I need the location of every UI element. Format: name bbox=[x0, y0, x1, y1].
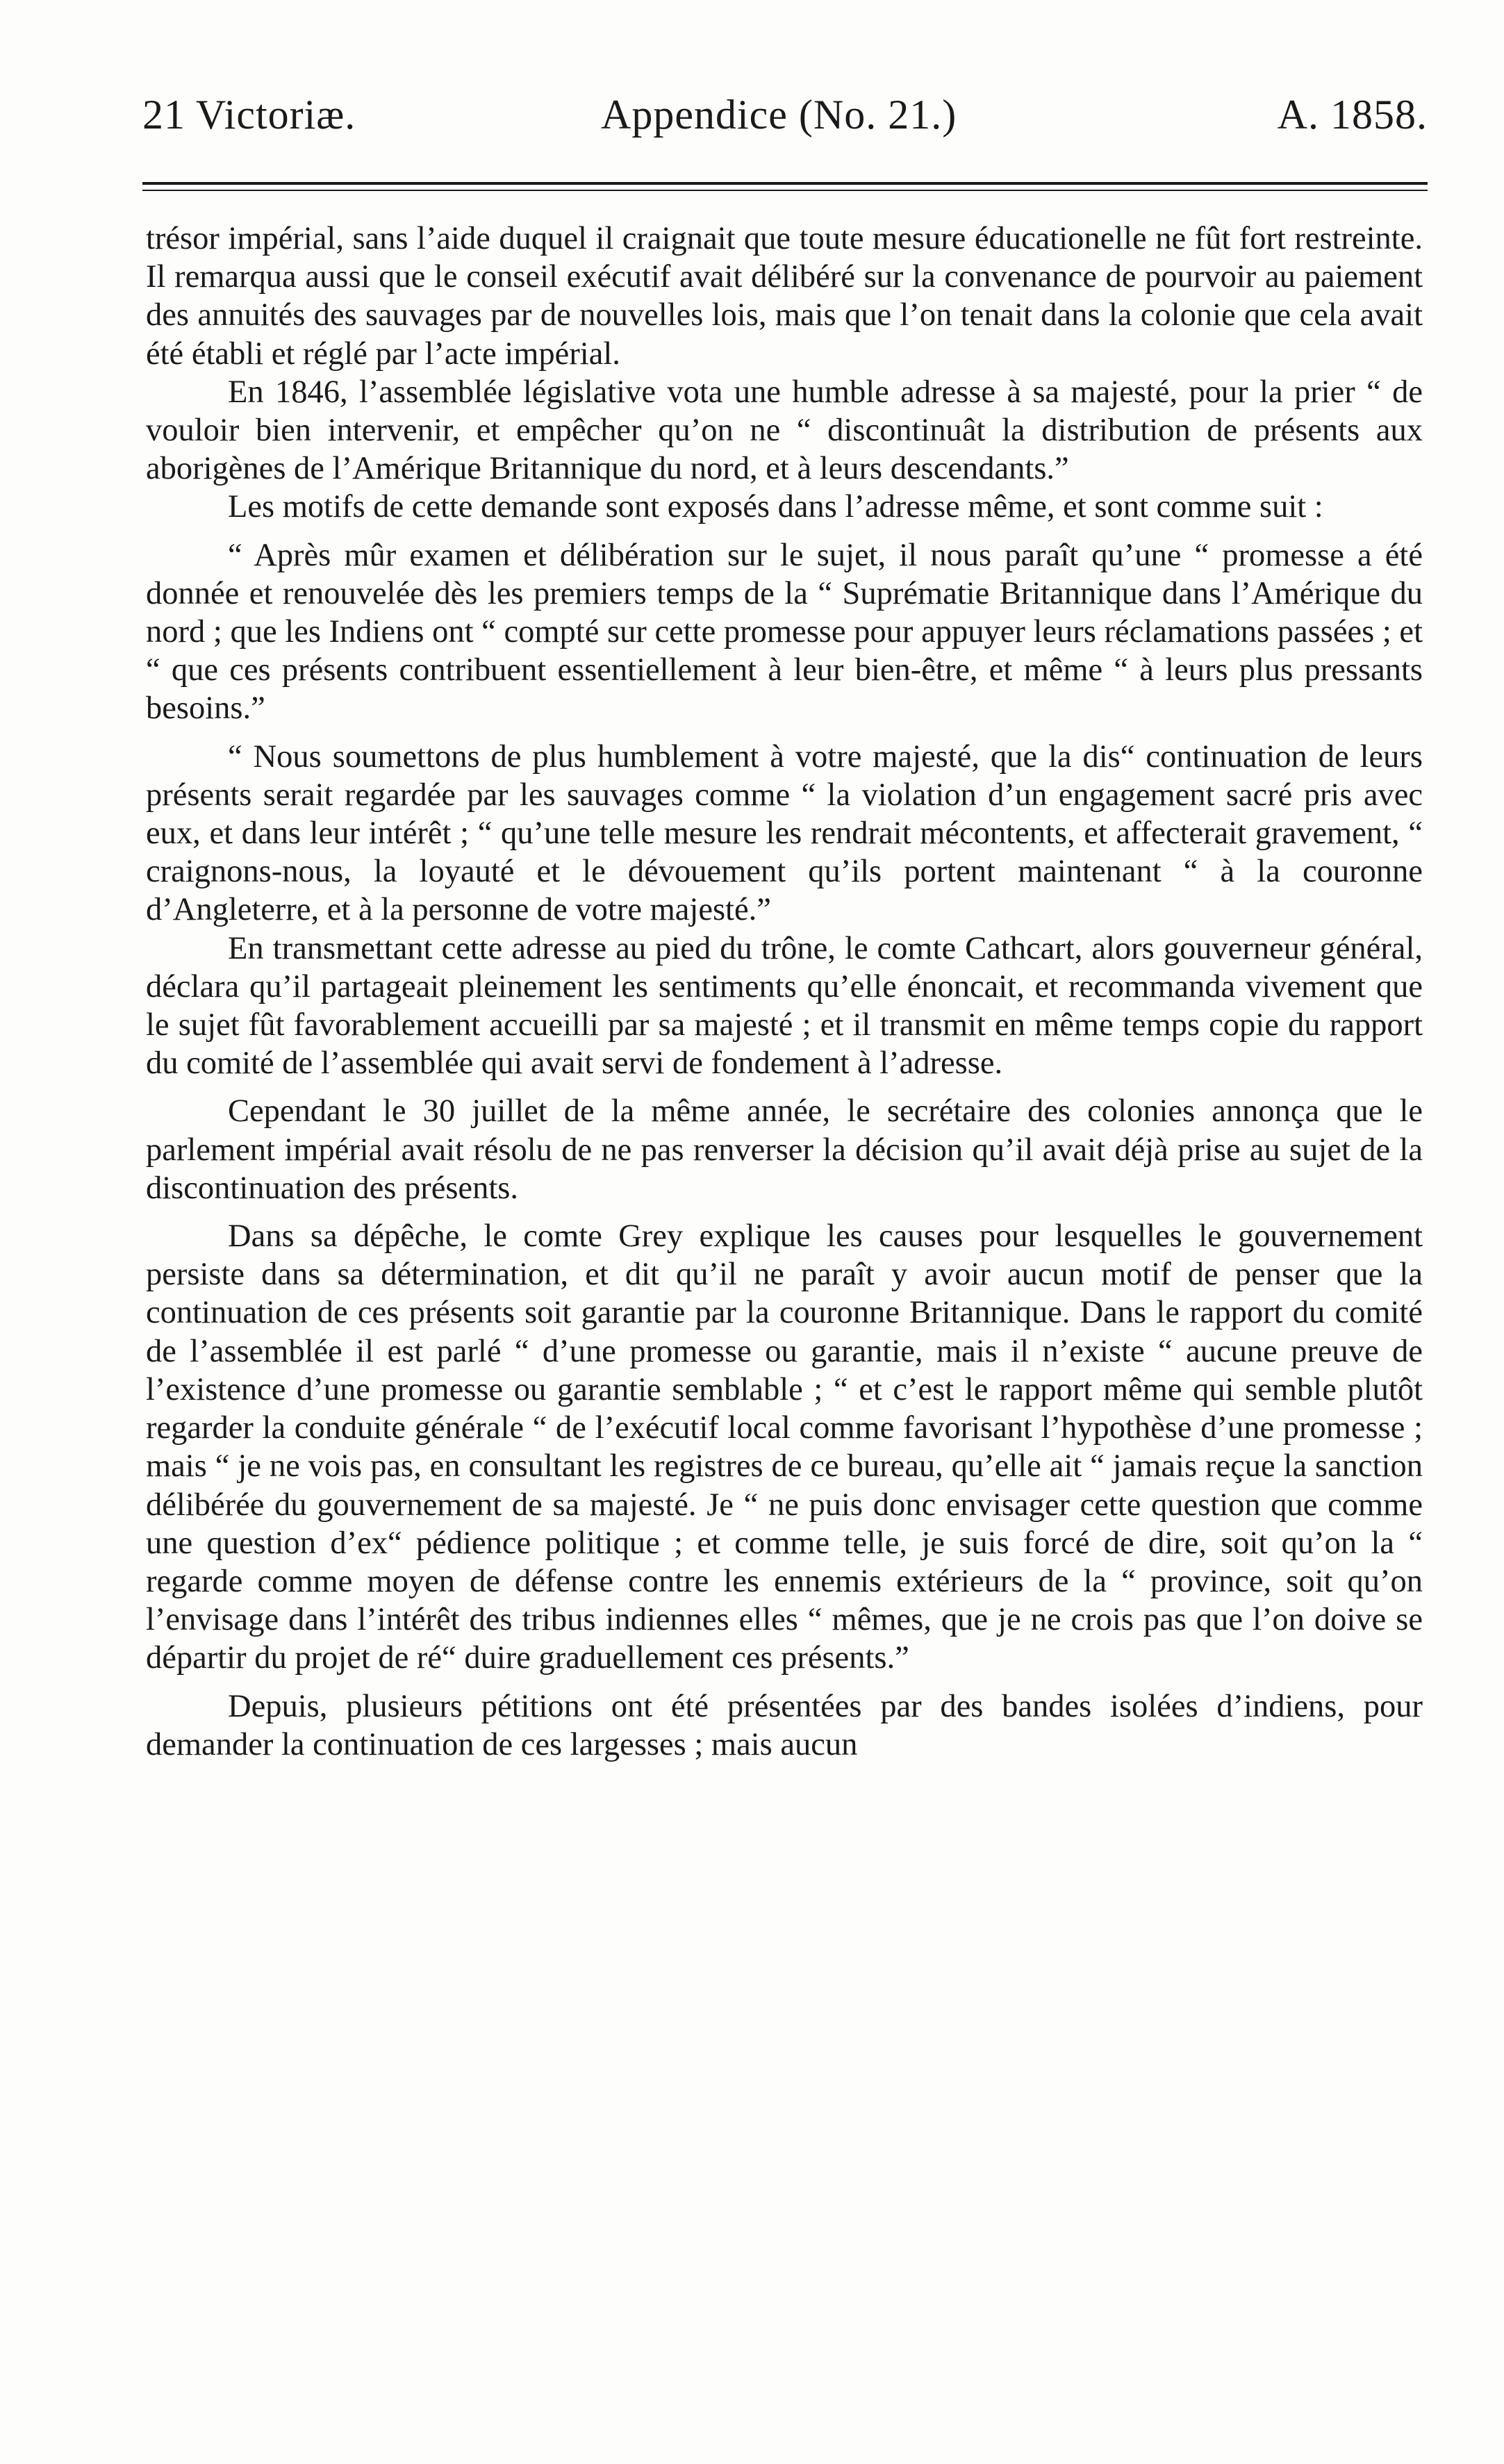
quote-paragraph-2: “ Nous soumettons de plus humblement à votre majesté, que la dis“ continuation de leurs présents serait regardée par les sauvages comme “ la violation d’un engagement sacré pris avec eux, et dans leur intérêt ; “ qu’une telle mesure les rendrait mécontents, et affecterait gravement, “ craignons-nous, la loyauté et le dévouement qu’ils portent maintenant “ à la couronne d’Angleterre, et à la personne de votre majesté.” bbox=[146, 738, 1423, 928]
header-rule-thick bbox=[142, 182, 1428, 185]
paragraph-continued: trésor impérial, sans l’aide duquel il craignait que toute mesure éducationelle ne fût fort restreinte. Il remarqua aussi que le conseil exécutif avait délibéré sur la convenance de pourvoir au paiement des annuités des sauvages par de nouvelles lois, mais que l’on tenait dans la colonie que cela avait été établi et réglé par l’acte impérial. bbox=[146, 221, 1423, 372]
paragraph-cathcart: En transmettant cette adresse au pied du trône, le comte Cathcart, alors gouverneur général, déclara qu’il partageait pleinement les sentiments qu’elle énoncait, et recommanda vivement que le sujet fût favorablement accueilli par sa majesté ; et il transmit en même temps copie du rapport du comité de l’assemblée qui avait servi de fondement à l’adresse. bbox=[146, 930, 1423, 1082]
body-text bbox=[146, 220, 1423, 1764]
paragraph-petitions: Depuis, plusieurs pétitions ont été présentées par des bandes isolées d’indiens, pour demander la continuation de ces largesses ; mais aucun bbox=[146, 1688, 1423, 1762]
paragraph-grey-despatch: Dans sa dépêche, le comte Grey explique les causes pour lesquelles le gouvernement persiste dans sa détermination, et dit qu’il ne paraît y avoir aucun motif de penser que la continuation de ces présents soit garantie par la couronne Britannique. Dans le rapport du comité de l’assemblée il est parlé “ d’une promesse ou garantie, mais il n’existe “ aucune preuve de l’existence d’une promesse ou garantie semblable ; “ et c’est le rapport même qui semble plutôt regarder la conduite générale “ de l’exécutif local comme favorisant l’hypothèse d’une promesse ; mais “ je ne vois pas, en consultant les registres de ce bureau, qu’elle ait “ jamais reçue la sanction délibérée du gouvernement de sa majesté. Je “ ne puis donc envisager cette question que comme une question d’ex“ pédience politique ; et comme telle, je suis forcé de dire, soit qu’on la “ regarde comme moyen de défense contre les ennemis extérieurs de la “ province, soit qu’on l’envisage dans l’intérêt des tribus indiennes elles “ mêmes, que je ne crois pas que l’on doive se départir du projet de ré“ duire graduellement ces présents.” bbox=[146, 1218, 1423, 1676]
header-year: A. 1858. bbox=[1277, 92, 1428, 138]
paragraph-address-1846: En 1846, l’assemblée législative vota une humble adresse à sa majesté, pour la prier “ de vouloir bien intervenir, et empêcher qu’on ne “ discontinuât la distribution de présents aux aborigènes de l’Amérique Britannique du nord, et à leurs descendants.” bbox=[146, 374, 1423, 487]
header-appendix: Appendice (No. 21.) bbox=[601, 92, 957, 138]
quote-paragraph-1: “ Après mûr examen et délibération sur le sujet, il nous paraît qu’une “ promesse a été donnée et renouvelée dès les premiers temps de la “ Suprématie Britannique dans l’Amérique du nord ; que les Indiens ont “ compté sur cette promesse pour appuyer leurs réclamations passées ; et “ que ces présents contribuent essentiellement à leur bien-être, et même “ à leurs plus pressants besoins.” bbox=[146, 537, 1423, 727]
paragraph-motives: Les motifs de cette demande sont exposés dans l’adresse même, et sont comme suit : bbox=[228, 489, 1323, 525]
header-rule-thin bbox=[142, 190, 1428, 191]
paragraph-july-30: Cependant le 30 juillet de la même année, le secrétaire des colonies annonça que le parlement impérial avait résolu de ne pas renverser la décision qu’il avait déjà prise au sujet de la discontinuation des présents. bbox=[146, 1093, 1423, 1206]
header-session: 21 Victoriæ. bbox=[142, 92, 356, 138]
running-header bbox=[142, 83, 1428, 146]
